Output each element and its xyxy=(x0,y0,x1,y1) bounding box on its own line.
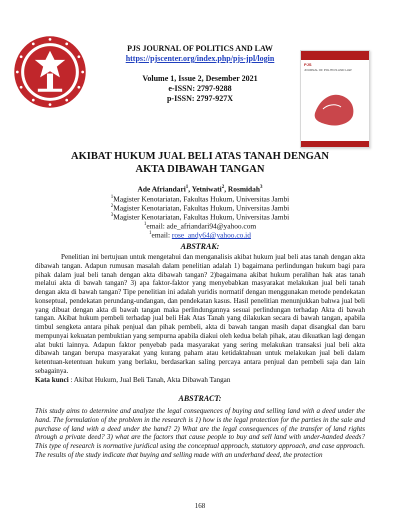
email-label: email: xyxy=(151,230,172,240)
keywords-label: Kata kunci xyxy=(35,375,69,384)
page-number: 168 xyxy=(194,502,206,510)
journal-issue: Volume 1, Issue 2, Desember 2021 xyxy=(142,74,258,83)
article-title xyxy=(40,150,360,176)
abstrak-body: Penelitian ini bertujuan untuk mengetahui dan menganalisis akibat hukum jual beli atas tanah dengan akta dibawah tangan. Adapun rumusan masalah dalam penelitian adalah 1) bagaimana perlindungan hukum bagi para pihak dalam jual beli tanah dengan akta dibawah tangan? 2)bagaimana akibat hukum peralihan hak atas tanah melalui akta di bawah tangan? 3) apa faktor-faktor yang menyebabkan masyarakat melakukan jual beli tanah dengan akta di bawah tangan? Tipe penelitian ini adalah yuridis normatif dengan menggunakan metode pendekatan konseptual, pendekatan perundang-undangan, dan pendekatan kasus. Hasil penelitian menunjukkan bahwa jual beli yang dibuat dengan akta di bawah tangan maka perlindungannya sesuai perlindungan terhadap Akta di bawah tangan. Akibat hukum pembeli terhadap jual beli Hak Atas Tanah yang dilakukan secara di bawah tangan, apabila timbul sengketa antara pihak penjual dan pihak pembeli, akta di bawah tangan masih dapat disangkal dan baru mempunyai kekuatan pembuktian yang sempurna apabila diakui oleh kedua belah pihak, atau dikuatkan lagi dengan alat bukti lainnya. Adapun faktor penyebab pada masyarakat yang sering melakukan transaksi jual beli akta dibawah tangan berupa masyarakat yang kurang paham atau ketidaktahuan untuk melakukan jual beli dalam ketentuan-ketentuan hukum yang berlaku, berdasarkan saling percaya antara penjual dan pembeli saja dan lain sebagainya. xyxy=(35,253,365,375)
email-link[interactable]: rose_andy64@yahoo.co.id xyxy=(171,230,251,240)
journal-url-link[interactable]: https://pjscenter.org/index.php/pjs-jpl/login xyxy=(125,54,275,63)
cover-bottom-bar xyxy=(301,141,369,147)
email-value[interactable]: ade_afriandari94@yahoo.com xyxy=(166,221,257,231)
abstrak-keywords xyxy=(35,376,365,385)
journal-p-issn: p-ISSN: 2797-927X xyxy=(166,94,233,103)
article-title-line: AKTA DIBAWAH TANGAN xyxy=(135,164,265,175)
author-email xyxy=(0,229,400,239)
affiliation-text: Magister Kenotariatan, Fakultas Hukum, Universitas Jambi xyxy=(113,212,290,222)
author-sup: 3 xyxy=(259,185,263,190)
author-sup: 2 xyxy=(221,185,225,190)
email-sup: 1 xyxy=(149,231,152,236)
affiliation-sup: 3 xyxy=(110,213,114,218)
author-name: Yetniwati xyxy=(191,184,222,194)
affiliation-sup: 2 xyxy=(110,204,114,209)
journal-e-issn: e-ISSN: 2797-9288 xyxy=(168,84,232,93)
cover-subtitle: JOURNAL OF POLITICS AND LAW xyxy=(304,68,352,72)
abstrak-heading: ABSTRAK: xyxy=(180,242,220,251)
affiliation-text: Magister Kenotariatan, Fakultas Hukum, Universitas Jambi xyxy=(113,203,290,213)
author-name: Rosmidah xyxy=(227,184,260,194)
journal-url-line xyxy=(0,54,400,64)
abstract-section xyxy=(35,407,365,460)
article-title-line: AKIBAT HUKUM JUAL BELI ATAS TANAH DENGAN xyxy=(71,151,329,162)
cover-title: PJS xyxy=(304,62,312,67)
abstract-body: This study aims to determine and analyze the legal consequences of buying and selling land with a deed under the hand. The formulation of the problem in the research is 1) how is the legal protection for the parties in the sale and purchase of land with a deed under the hand? 2) What are the legal consequences of the transfer of land rights through a private deed? 3) what are the factors that cause people to buy and sell land with under-handed deeds? This type of research is normative juridical using the conceptual approach, statutory approach, and case approach. The results of the study indicate that buying and selling made with an underhand deed, the protection xyxy=(35,407,365,459)
abstract-heading: ABSTRACT: xyxy=(178,394,222,403)
keywords-text: : Akibat Hukum, Jual Beli Tanah, Akta Dibawah Tangan xyxy=(68,375,231,384)
email-sup: 1 xyxy=(143,222,147,227)
affiliation-text: Magister Kenotariatan, Fakultas Hukum, Universitas Jambi xyxy=(113,194,290,204)
email-label: email: xyxy=(146,221,167,231)
journal-name: PJS JOURNAL OF POLITICS AND LAW xyxy=(127,44,273,53)
author-list: Ade Afriandari$^1$, Yetniwati$^2$, Rosmidah$^3$ xyxy=(137,184,263,194)
author-sup: 1 xyxy=(185,185,189,190)
abstrak-section xyxy=(35,253,365,384)
author-name: Ade Afriandari xyxy=(137,184,186,194)
affiliation-sup: 1 xyxy=(110,195,114,200)
